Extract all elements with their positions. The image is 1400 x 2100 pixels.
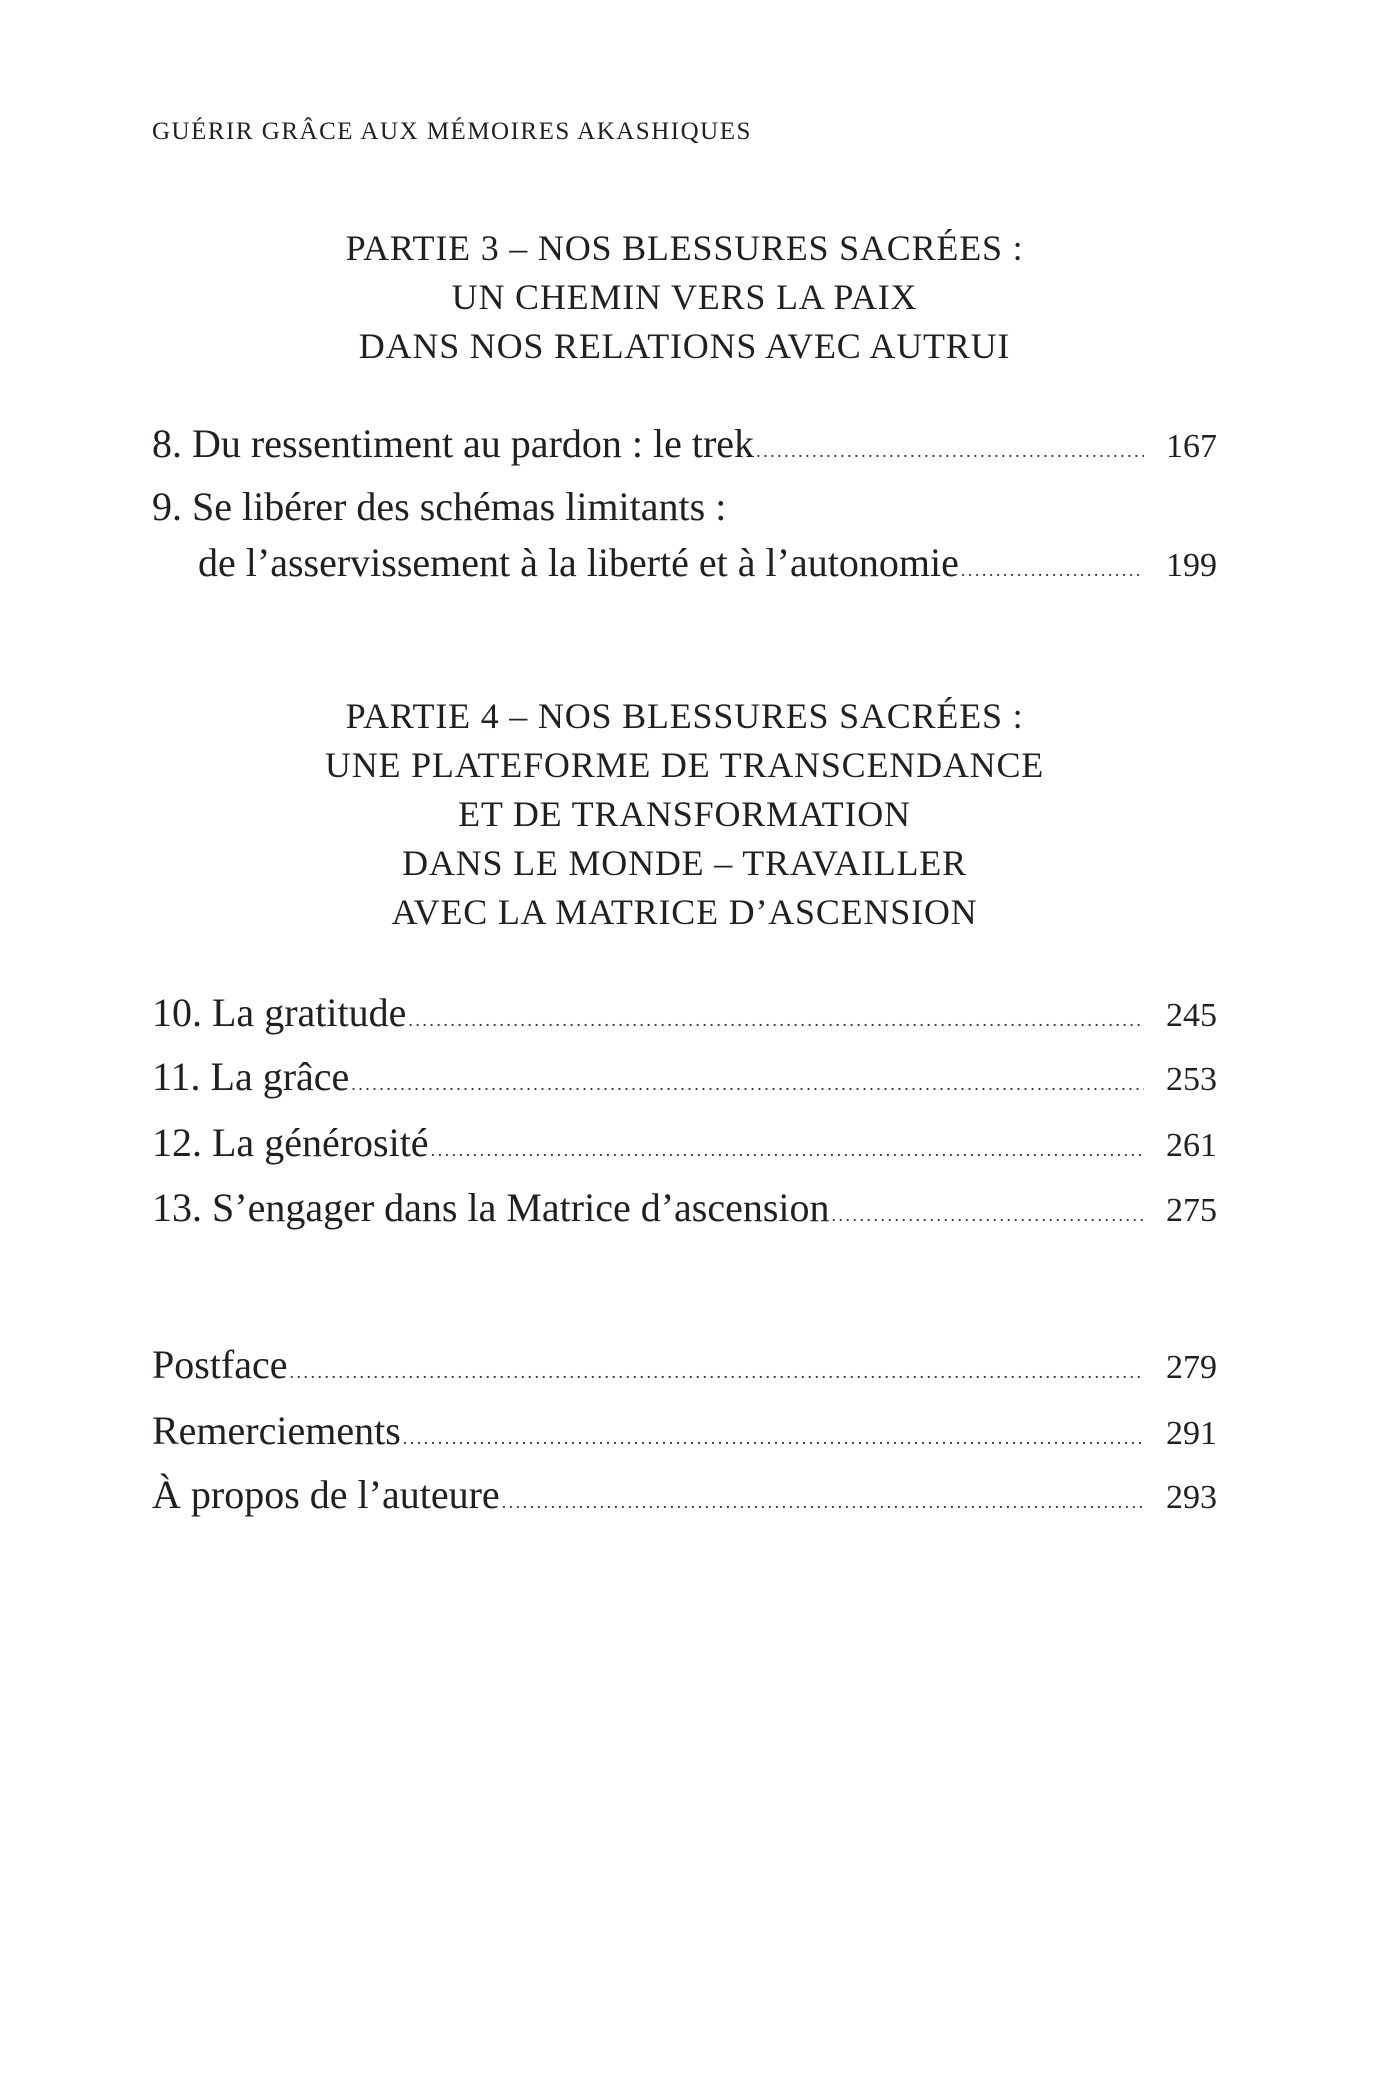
- toc-entry-title: 11. La grâce: [152, 1054, 350, 1099]
- toc-entry-title: Remerciements: [152, 1408, 401, 1453]
- dot-leader: [961, 545, 1144, 595]
- running-head: GUÉRIR GRÂCE AUX MÉMOIRES AKASHIQUES: [152, 118, 752, 145]
- toc-entry-9-continuation[interactable]: [152, 538, 1217, 588]
- toc-entry-12[interactable]: [152, 1118, 1217, 1168]
- part-3-heading-line: UN CHEMIN VERS LA PAIX: [451, 277, 918, 317]
- toc-entry-8[interactable]: [152, 419, 1217, 469]
- toc-entry-page: 275: [1166, 1192, 1217, 1229]
- part-4-heading-line: DANS LE MONDE – TRAVAILLER: [402, 843, 967, 883]
- dot-leader: [408, 995, 1144, 1045]
- dot-leader: [832, 1190, 1144, 1240]
- part-3-heading-line: DANS NOS RELATIONS AVEC AUTRUI: [358, 326, 1011, 366]
- toc-entry-page: 199: [1166, 547, 1217, 584]
- part-4-heading-line: AVEC LA MATRICE D’ASCENSION: [391, 892, 978, 932]
- part-4-heading-line: UNE PLATEFORME DE TRANSCENDANCE: [324, 745, 1045, 785]
- toc-entry-page: 253: [1166, 1061, 1217, 1098]
- toc-entry-title: 12. La générosité: [152, 1120, 429, 1165]
- toc-entry-title: 9. Se libérer des schémas limitants :: [152, 484, 727, 529]
- toc-entry-page: 291: [1166, 1415, 1217, 1452]
- dot-leader: [290, 1347, 1144, 1397]
- toc-entry-remerciements[interactable]: [152, 1406, 1217, 1456]
- toc-entry-10[interactable]: [152, 988, 1217, 1038]
- toc-entry-page: 167: [1166, 428, 1217, 465]
- part-3-heading-line: PARTIE 3 – NOS BLESSURES SACRÉES :: [345, 228, 1024, 268]
- toc-entry-title-continuation: de l’asservissement à la liberté et à l’autonomie: [198, 540, 959, 585]
- toc-entry-postface[interactable]: [152, 1340, 1217, 1390]
- toc-entry-page: 293: [1166, 1479, 1217, 1516]
- dot-leader: [756, 426, 1144, 476]
- part-4-heading-line: ET DE TRANSFORMATION: [458, 794, 911, 834]
- dot-leader: [351, 1059, 1144, 1109]
- dot-leader: [502, 1477, 1144, 1527]
- dot-leader: [431, 1125, 1144, 1175]
- toc-entry-a-propos[interactable]: [152, 1470, 1217, 1520]
- toc-entry-title: Postface: [152, 1342, 288, 1387]
- dot-leader: [403, 1413, 1144, 1463]
- toc-entry-title: 8. Du ressentiment au pardon : le trek: [152, 421, 755, 466]
- toc-entry-page: 279: [1166, 1349, 1217, 1386]
- toc-entry-page: 261: [1166, 1127, 1217, 1164]
- toc-entry-13[interactable]: [152, 1183, 1217, 1233]
- part-4-heading: [152, 692, 1217, 937]
- toc-entry-9[interactable]: [152, 482, 1217, 532]
- part-4-heading-line: PARTIE 4 – NOS BLESSURES SACRÉES :: [345, 696, 1024, 736]
- toc-entry-title: 13. S’engager dans la Matrice d’ascension: [152, 1185, 830, 1230]
- toc-entry-title: À propos de l’auteure: [152, 1472, 500, 1517]
- toc-entry-title: 10. La gratitude: [152, 990, 407, 1035]
- toc-entry-page: 245: [1166, 997, 1217, 1034]
- part-3-heading: [152, 224, 1217, 371]
- toc-entry-11[interactable]: [152, 1052, 1217, 1102]
